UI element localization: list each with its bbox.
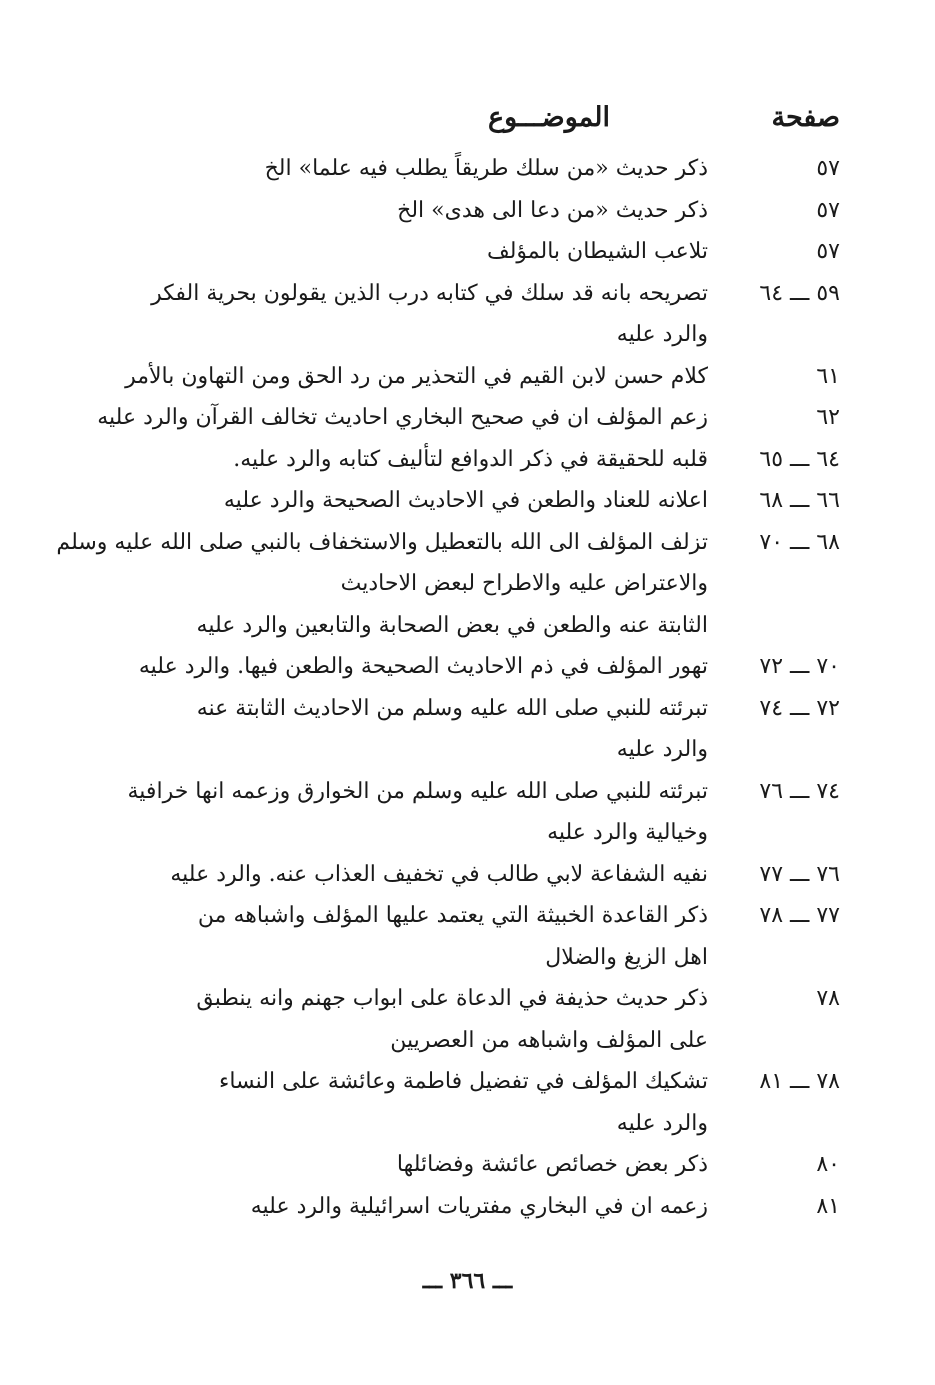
topic-column-heading: الموضـــوع [487,102,610,133]
toc-entry-title-line: والرد عليه [616,1110,708,1136]
toc-entry [56,522,840,647]
page-number: ـــ ٣٦٦ ـــ [422,1268,513,1294]
toc-entry-title [80,854,708,896]
toc-entry-title [80,978,708,1061]
toc-entry-title-line: كلام حسن لابن القيم في التحذير من رد الحق ومن التهاون بالأمر [125,363,708,389]
toc-entry-title [80,688,708,771]
toc-entry-title-line: والرد عليه [616,322,708,347]
toc-entry-title-line: ذكر حديث حذيفة في الدعاة على ابواب جهنم وانه ينطبق [196,986,708,1011]
toc-entry-page: ٥٧ [816,197,840,223]
toc-entry [80,895,840,978]
toc-entry-title-line: ذكر حديث «من سلك طريقاً يطلب فيه علما» الخ [264,156,708,181]
toc-entry-title-line: اهل الزيغ والضلال [545,944,708,970]
toc-entry-page: ٧٨ ـــ ٨١ [759,1069,840,1094]
toc-entry-title [80,1061,708,1144]
toc-entry-title-line: تلاعب الشيطان بالمؤلف [486,239,708,264]
toc-entry-page: ٥٧ [816,239,840,264]
toc-entry-title [80,273,708,356]
toc-entry-title-line: والرد عليه [616,737,708,762]
toc-entry [80,439,840,481]
toc-entry-page: ٦٢ [816,405,840,430]
toc-entry-title [80,397,708,439]
toc-entry-title [80,356,708,398]
toc-entry-title [80,646,708,688]
toc-entry [80,190,840,232]
toc-entry-title [80,480,708,522]
toc-entry-title [80,1186,708,1228]
toc-entry-title-line: ذكر بعض خصائص عائشة وفضائلها [396,1152,708,1177]
toc-entry-title [80,190,708,232]
toc-entry-page: ٨٠ [816,1152,840,1177]
toc-entry [80,646,840,688]
toc-entry [80,771,840,854]
toc-entry-title-line: على المؤلف واشباهه من العصريين [390,1027,708,1053]
toc-entry-title [80,1144,708,1186]
toc-entry [80,688,840,771]
toc-entry-title [80,771,708,854]
toc-entry [80,397,840,439]
toc-entry-title-line: تصريحه بانه قد سلك في كتابه درب الذين يقولون بحرية الفكر [151,280,708,306]
toc-entry-title-line: اعلانه للعناد والطعن في الاحاديث الصحيحة والرد عليه [223,488,708,513]
toc-entry [80,231,840,273]
toc-entry-page: ٥٧ [816,156,840,181]
toc-entry [80,1186,840,1228]
toc-entry-title [80,231,708,273]
toc-entry-page: ٧٠ ـــ ٧٢ [759,654,840,679]
page-column-heading: صفحة [771,102,840,133]
toc-entry-page: ٧٨ [816,986,840,1011]
toc-entry-page: ٦١ [816,363,840,389]
toc-entry [80,148,840,190]
toc-entry-title-line: تزلف المؤلف الى الله بالتعطيل والاستخفاف بالنبي صلى الله عليه وسلم [56,529,708,555]
toc-entry [80,480,840,522]
toc-entry-title-line: وخيالية والرد عليه [547,820,708,845]
toc-entry-page: ٦٦ ـــ ٦٨ [759,488,840,513]
toc-entry-title-line: قلبه للحقيقة في ذكر الدوافع لتأليف كتابه والرد عليه. [233,446,708,472]
toc-entry-title [56,522,708,647]
toc-entry [80,854,840,896]
toc-header [80,102,840,146]
table-of-contents [56,148,840,1227]
toc-entry-title [80,439,708,481]
toc-entry-title-line: زعمه ان في البخاري مفتريات اسرائيلية والرد عليه [250,1193,708,1219]
toc-entry-page: ٧٧ ـــ ٧٨ [759,903,840,928]
toc-entry-title-line: نفيه الشفاعة لابي طالب في تخفيف العذاب عنه. والرد عليه [170,861,708,887]
toc-entry [80,1061,840,1144]
toc-entry-page: ٥٩ ـــ ٦٤ [759,280,840,306]
toc-entry-title-line: تبرئته للنبي صلى الله عليه وسلم من الخوارق وزعمه انها خرافية [127,778,708,804]
toc-entry-page: ٧٦ ـــ ٧٧ [759,861,840,887]
toc-entry-page: ٨١ [816,1193,840,1219]
toc-entry-title-line: تبرئته للنبي صلى الله عليه وسلم من الاحاديث الثابتة عنه [196,695,708,721]
toc-entry-page: ٧٢ ـــ ٧٤ [759,695,840,721]
toc-entry-title-line: تشكيك المؤلف في تفضيل فاطمة وعائشة على النساء [218,1069,708,1094]
toc-entry-title-line: ذكر القاعدة الخبيثة التي يعتمد عليها المؤلف واشباهه من [197,903,708,928]
toc-entry-page: ٦٨ ـــ ٧٠ [759,529,840,555]
toc-entry-page: ٦٤ ـــ ٦٥ [759,446,840,472]
toc-entry-title-line: الثابتة عنه والطعن في بعض الصحابة والتابعين والرد عليه [196,612,708,638]
toc-entry-title-line: تهور المؤلف في ذم الاحاديث الصحيحة والطعن فيها. والرد عليه [138,654,708,679]
toc-entry [80,356,840,398]
toc-entry-title [80,895,708,978]
toc-entry-title [80,148,708,190]
toc-entry-title-line: زعم المؤلف ان في صحيح البخاري احاديث تخالف القرآن والرد عليه [97,405,708,430]
toc-entry [80,273,840,356]
toc-entry-page: ٧٤ ـــ ٧٦ [759,778,840,804]
toc-entry [80,978,840,1061]
toc-entry [80,1144,840,1186]
toc-entry-title-line: والاعتراض عليه والاطراح لبعض الاحاديث [340,571,708,596]
toc-entry-title-line: ذكر حديث «من دعا الى هدى» الخ [397,197,708,223]
